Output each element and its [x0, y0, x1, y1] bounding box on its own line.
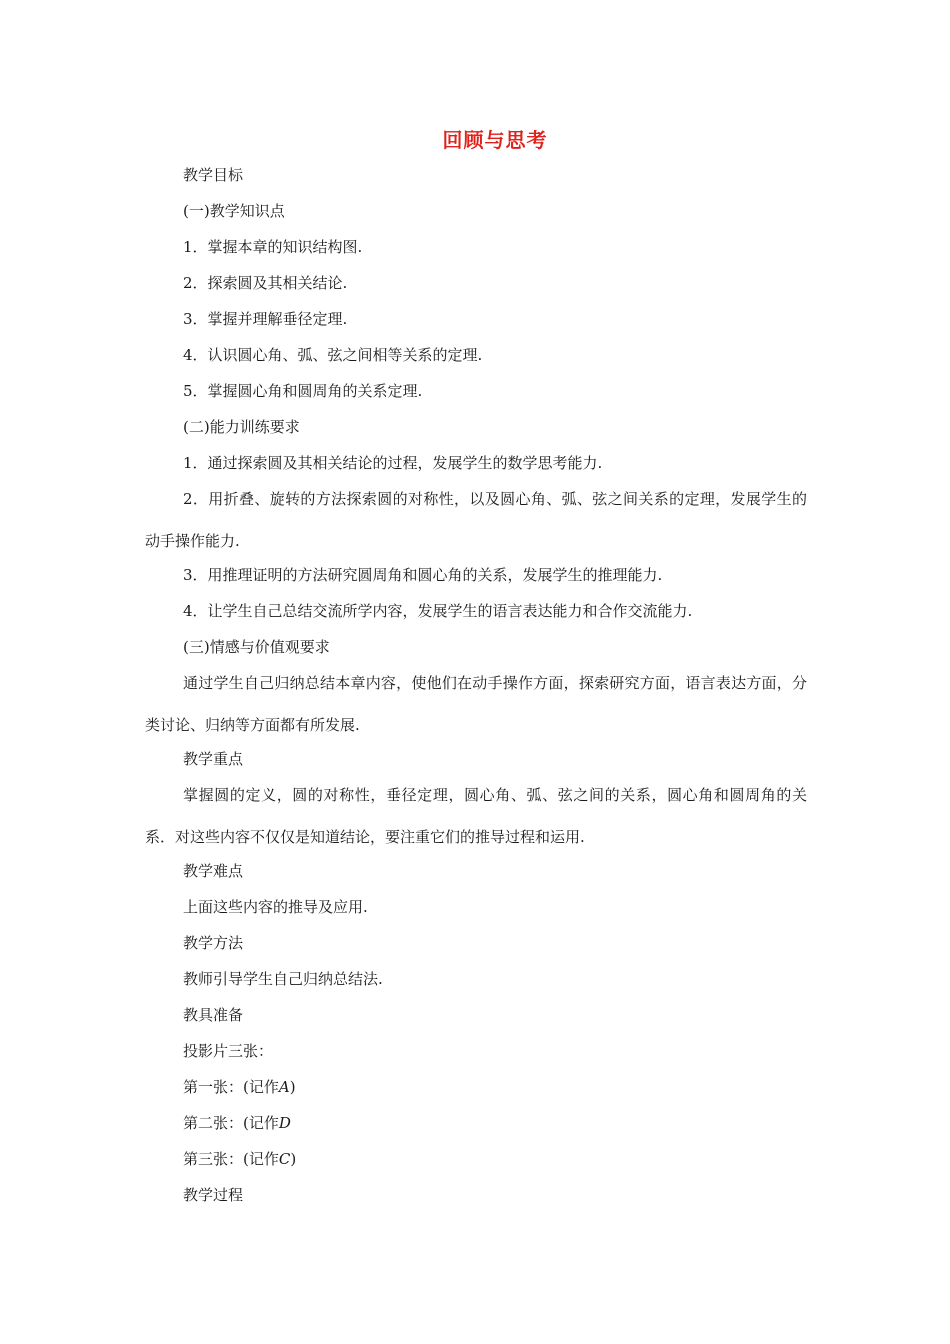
list-item: 5．掌握圆心角和圆周角的关系定理.	[183, 382, 423, 400]
section-heading-difficulties: 教学难点	[183, 862, 244, 880]
key-points-paragraph: 掌握圆的定义，圆的对称性，垂径定理，圆心角、弧、弦之间的关系，圆心角和圆周角的关系．对这些内容不仅仅是知道结论，要注重它们的推导过程和运用.	[145, 786, 807, 846]
section-heading-objectives: 教学目标	[183, 166, 244, 184]
document-title: 回顾与思考	[442, 128, 548, 152]
subsection-heading-knowledge: (一)教学知识点	[183, 202, 285, 220]
subsection-heading-ability: (二)能力训练要求	[183, 418, 300, 436]
slide-item-1: 第一张：(记作A)	[183, 1078, 296, 1096]
values-paragraph: 通过学生自己归纳总结本章内容，使他们在动手操作方面，探索研究方面，语言表达方面，分类讨论、归纳等方面都有所发展.	[145, 674, 807, 734]
section-heading-method: 教学方法	[183, 934, 244, 952]
list-item: 2．探索圆及其相关结论.	[183, 274, 348, 292]
list-item: 4．认识圆心角、弧、弦之间相等关系的定理.	[183, 346, 483, 364]
list-item: 4．让学生自己总结交流所学内容，发展学生的语言表达能力和合作交流能力.	[183, 602, 693, 620]
section-heading-materials: 教具准备	[183, 1006, 244, 1024]
section-heading-process: 教学过程	[183, 1186, 244, 1204]
list-item: 1．通过探索圆及其相关结论的过程，发展学生的数学思考能力.	[183, 454, 603, 472]
difficulties-text: 上面这些内容的推导及应用.	[183, 898, 368, 916]
list-item: 3．掌握并理解垂径定理.	[183, 310, 348, 328]
slide-item-3: 第三张：(记作C)	[183, 1150, 297, 1168]
subsection-heading-values: (三)情感与价值观要求	[183, 638, 330, 656]
list-item-paragraph: 2．用折叠、旋转的方法探索圆的对称性，以及圆心角、弧、弦之间关系的定理，发展学生的动手操作能力.	[145, 490, 807, 550]
document-body	[145, 160, 807, 1216]
list-item: 1．掌握本章的知识结构图.	[183, 238, 363, 256]
slide-item-2: 第二张：(记作D	[183, 1114, 291, 1132]
section-heading-key-points: 教学重点	[183, 750, 244, 768]
list-item: 3．用推理证明的方法研究圆周角和圆心角的关系，发展学生的推理能力.	[183, 566, 663, 584]
materials-text: 投影片三张：	[183, 1042, 274, 1060]
method-text: 教师引导学生自己归纳总结法.	[183, 970, 383, 988]
